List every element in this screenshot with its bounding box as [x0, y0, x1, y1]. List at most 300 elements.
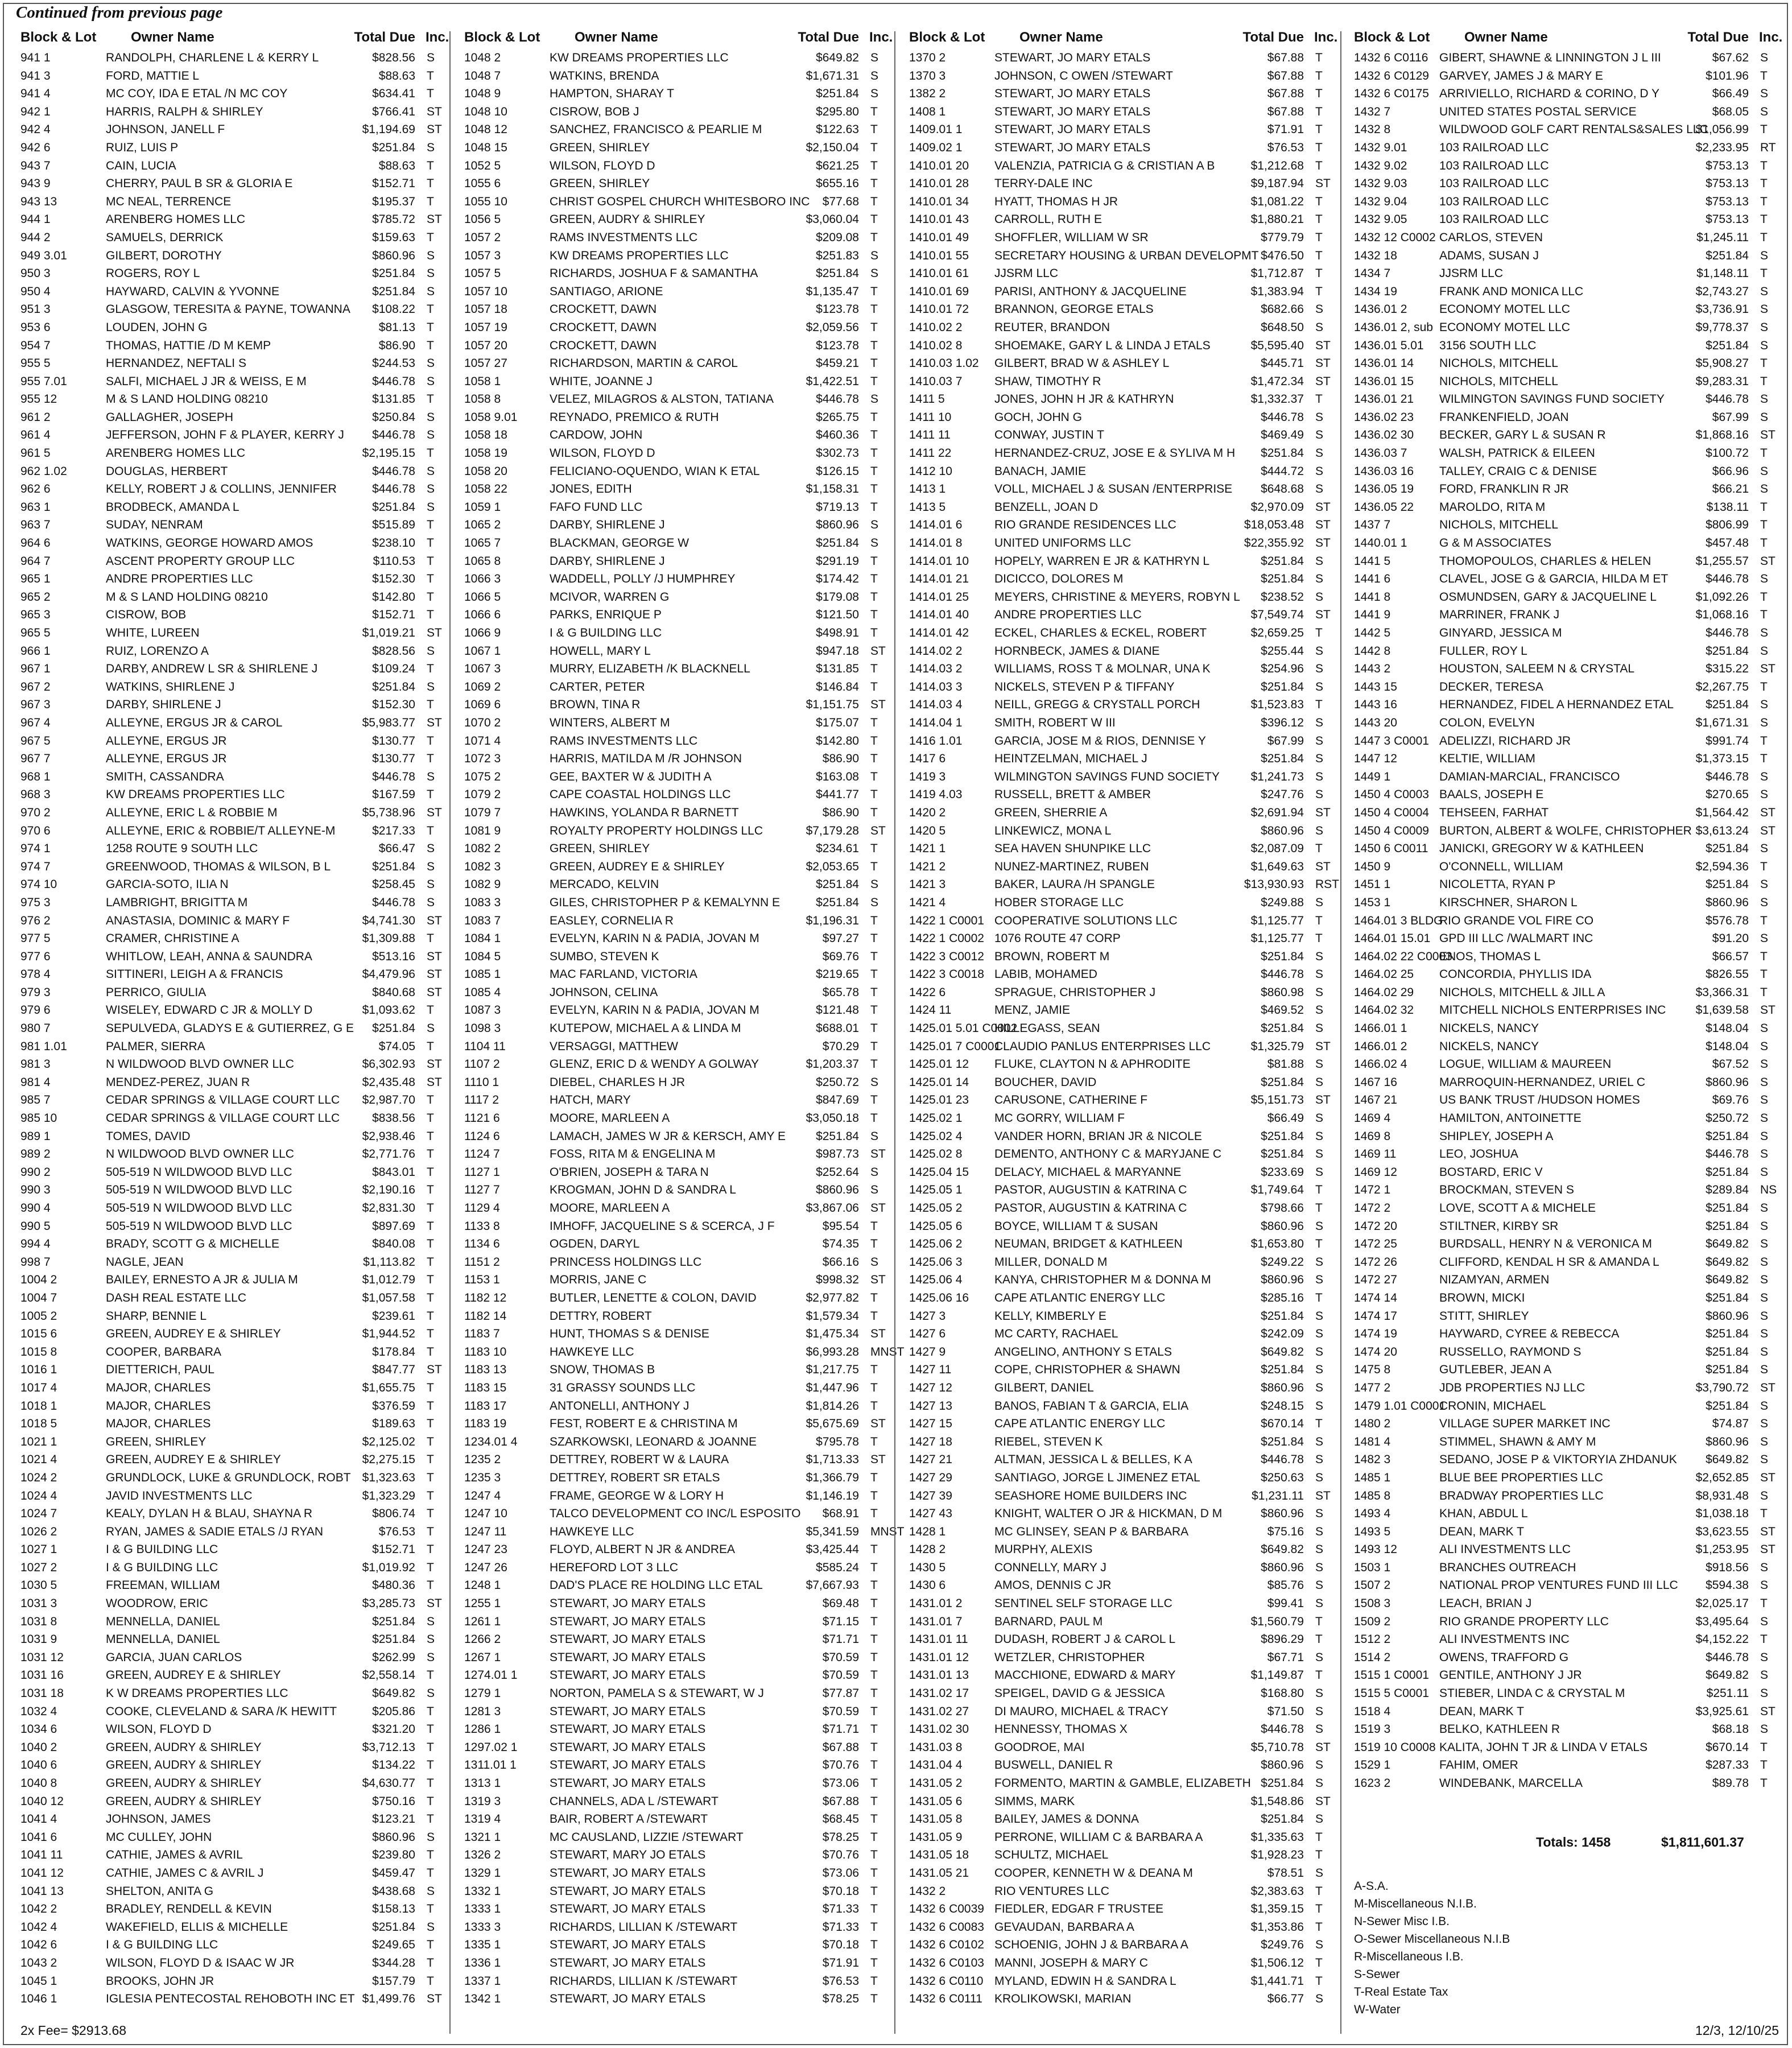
- total-due-cell: $947.18: [816, 644, 859, 658]
- total-due-cell: $251.84: [1706, 1291, 1749, 1304]
- block-lot-cell: 1333 3: [464, 1920, 501, 1934]
- owner-name-cell: NATIONAL PROP VENTURES FUND III LLC: [1439, 1579, 1678, 1592]
- legend-item: N-Sewer Misc I.B.: [1354, 1915, 1450, 1928]
- block-lot-cell: 1442 8: [1354, 644, 1391, 658]
- table-row: [1351, 319, 1783, 337]
- inc-code-cell: T: [1760, 1777, 1768, 1790]
- block-lot-cell: 1234.01 4: [464, 1435, 518, 1448]
- total-due-cell: $1,135.47: [806, 284, 859, 298]
- block-lot-cell: 970 6: [20, 824, 51, 837]
- table-row: [461, 300, 893, 319]
- owner-name-cell: RAMS INVESTMENTS LLC: [550, 734, 698, 748]
- block-lot-cell: 1027 1: [20, 1543, 57, 1556]
- table-row: [461, 354, 893, 373]
- table-row: [17, 1055, 449, 1073]
- block-lot-cell: 976 2: [20, 914, 51, 927]
- total-due-cell: $446.78: [1261, 1453, 1304, 1467]
- owner-name-cell: MURPHY, ALEXIS: [994, 1543, 1093, 1556]
- inc-code-cell: S: [1315, 1273, 1324, 1287]
- block-lot-cell: 1027 2: [20, 1560, 57, 1574]
- owner-name-cell: HAMILTON, ANTOINETTE: [1439, 1112, 1582, 1125]
- block-lot-cell: 1414.03 4: [909, 698, 963, 712]
- total-due-cell: $67.88: [822, 1740, 859, 1754]
- total-due-cell: $251.84: [1261, 554, 1304, 568]
- block-lot-cell: 1432 6 C0083: [909, 1920, 984, 1934]
- block-lot-cell: 1432 9.04: [1354, 195, 1407, 208]
- owner-name-cell: HOPELY, WARREN E JR & KATHRYN L: [994, 554, 1210, 568]
- total-due-cell: $251.84: [1706, 249, 1749, 262]
- total-due-cell: $70.59: [822, 1669, 859, 1682]
- inc-code-cell: T: [1760, 357, 1768, 370]
- owner-name-cell: GRUNDLOCK, LUKE & GRUNDLOCK, ROBT: [106, 1471, 351, 1484]
- block-lot-cell: 1052 5: [464, 159, 501, 172]
- owner-name-cell: MCIVOR, WARREN G: [550, 590, 670, 604]
- column-divider: [449, 31, 451, 2034]
- owner-name-cell: JOHNSON, JAMES: [106, 1812, 211, 1826]
- table-row: [906, 1271, 1338, 1289]
- inc-code-cell: T: [1760, 1758, 1768, 1772]
- table-row: [17, 1793, 449, 1811]
- total-due-cell: $244.53: [372, 357, 415, 370]
- block-lot-cell: 1431.01 2: [909, 1597, 963, 1611]
- block-lot-cell: 1436.03 7: [1354, 447, 1407, 460]
- block-lot-cell: 1065 7: [464, 536, 501, 550]
- block-lot-cell: 1443 20: [1354, 716, 1397, 729]
- block-lot-cell: 1370 3: [909, 69, 946, 82]
- block-lot-cell: 1450 6 C0011: [1354, 842, 1428, 856]
- table-row: [906, 444, 1338, 463]
- table-row: [461, 1361, 893, 1379]
- table-row: [17, 1038, 449, 1056]
- total-due-cell: $1,148.11: [1696, 267, 1749, 280]
- total-due-cell: $446.78: [1706, 1650, 1749, 1664]
- total-due-cell: $446.78: [1706, 572, 1749, 586]
- inc-code-cell: S: [1315, 1129, 1324, 1143]
- table-row: [17, 1469, 449, 1487]
- inc-code-cell: T: [870, 374, 878, 388]
- inc-code-cell: T: [427, 1489, 434, 1502]
- inc-code-cell: T: [1760, 985, 1768, 999]
- total-due-cell: $1,560.79: [1250, 1615, 1304, 1628]
- block-lot-cell: 1431.01 13: [909, 1669, 969, 1682]
- owner-name-cell: KIRSCHNER, SHARON L: [1439, 895, 1578, 909]
- block-lot-cell: 1427 15: [909, 1417, 952, 1431]
- total-due-cell: $460.36: [816, 428, 859, 442]
- table-row: [906, 786, 1338, 804]
- block-lot-cell: 1321 1: [464, 1830, 501, 1844]
- total-due-cell: $239.61: [372, 1309, 415, 1323]
- block-lot-cell: 980 7: [20, 1022, 51, 1035]
- block-lot-cell: 965 2: [20, 590, 51, 604]
- owner-name-cell: ANGELINO, ANTHONY S ETALS: [994, 1345, 1172, 1359]
- table-row: [461, 390, 893, 408]
- table-row: [1351, 463, 1783, 481]
- total-due-cell: $1,671.31: [1695, 716, 1749, 729]
- total-due-cell: $71.91: [1267, 123, 1304, 137]
- owner-name-cell: STEWART, JO MARY ETALS: [550, 1938, 706, 1952]
- block-lot-cell: 1335 1: [464, 1938, 501, 1952]
- table-row: [17, 1541, 449, 1559]
- column-header: [906, 30, 1338, 49]
- owner-name-cell: KUTEPOW, MICHAEL A & LINDA M: [550, 1022, 741, 1035]
- inc-code-cell: S: [427, 680, 435, 693]
- inc-code-cell: ST: [870, 824, 886, 837]
- total-due-cell: $251.84: [816, 1129, 859, 1143]
- owner-name-cell: THOMAS, HATTIE /D M KEMP: [106, 338, 271, 352]
- owner-name-cell: MC COY, IDA E ETAL /N MC COY: [106, 87, 288, 101]
- inc-code-cell: T: [427, 320, 434, 334]
- block-lot-cell: 1274.01 1: [464, 1669, 518, 1682]
- block-lot-cell: 994 4: [20, 1237, 51, 1251]
- block-lot-cell: 1432 18: [1354, 249, 1397, 262]
- table-row: [906, 1001, 1338, 1019]
- owner-name-cell: I & G BUILDING LLC: [550, 626, 662, 639]
- table-row: [1351, 1541, 1783, 1559]
- owner-name-cell: I & G BUILDING LLC: [106, 1560, 218, 1574]
- block-lot-cell: 967 7: [20, 752, 51, 766]
- owner-name-cell: NEUMAN, BRIDGET & KATHLEEN: [994, 1237, 1183, 1251]
- table-row: [1351, 1091, 1783, 1109]
- block-lot-cell: 1425.02 1: [909, 1112, 963, 1125]
- table-row: [17, 1163, 449, 1182]
- block-lot-cell: 965 3: [20, 608, 51, 622]
- table-row: [461, 660, 893, 678]
- owner-name-cell: OWENS, TRAFFORD G: [1439, 1650, 1569, 1664]
- total-due-cell: $70.59: [822, 1704, 859, 1718]
- owner-name-cell: HAWKEYE LLC: [550, 1525, 634, 1538]
- block-lot-cell: 1255 1: [464, 1597, 501, 1611]
- block-lot-cell: 1041 6: [20, 1830, 57, 1844]
- header-block-lot: Block & Lot: [20, 30, 97, 45]
- table-row: [906, 624, 1338, 642]
- inc-code-cell: T: [1760, 1597, 1768, 1611]
- block-lot-cell: 967 5: [20, 734, 51, 748]
- inc-code-cell: T: [870, 482, 878, 496]
- owner-name-cell: ALLEYNE, ERGUS JR: [106, 752, 227, 766]
- block-lot-cell: 1319 3: [464, 1794, 501, 1808]
- total-due-cell: $446.78: [372, 374, 415, 388]
- inc-code-cell: S: [1315, 1560, 1324, 1574]
- table-row: [1351, 1379, 1783, 1397]
- owner-name-cell: STEWART, JO MARY ETALS: [994, 87, 1151, 101]
- table-row: [906, 822, 1338, 840]
- inc-code-cell: S: [1315, 1650, 1324, 1664]
- list-column-4: [1351, 30, 1783, 1793]
- inc-code-cell: T: [870, 1237, 878, 1251]
- table-row: [17, 283, 449, 301]
- table-row: [906, 229, 1338, 247]
- inc-code-cell: ST: [1760, 1471, 1776, 1484]
- block-lot-cell: 981 3: [20, 1058, 51, 1071]
- owner-name-cell: STILTNER, KIRBY SR: [1439, 1219, 1559, 1233]
- inc-code-cell: T: [870, 1848, 878, 1862]
- legend-item: S-Sewer: [1354, 1968, 1400, 1981]
- table-row: [461, 1774, 893, 1793]
- owner-name-cell: BENZELL, JOAN D: [994, 500, 1099, 514]
- owner-name-cell: SHARP, BENNIE L: [106, 1309, 207, 1323]
- total-due-cell: $649.82: [372, 1687, 415, 1700]
- block-lot-cell: 962 1.02: [20, 464, 67, 478]
- block-lot-cell: 1464.02 32: [1354, 1004, 1414, 1017]
- total-due-cell: $688.01: [816, 1022, 859, 1035]
- inc-code-cell: ST: [1315, 1489, 1331, 1502]
- block-lot-cell: 1333 1: [464, 1902, 501, 1916]
- owner-name-cell: RUSSELLO, RAYMOND S: [1439, 1345, 1582, 1359]
- owner-name-cell: GREEN, SHIRLEY: [106, 1435, 207, 1448]
- total-due-cell: $446.78: [372, 464, 415, 478]
- total-due-cell: $918.56: [1706, 1560, 1749, 1574]
- owner-name-cell: BAIR, ROBERT A /STEWART: [550, 1812, 708, 1826]
- owner-name-cell: STEWART, JO MARY ETALS: [550, 1704, 706, 1718]
- owner-name-cell: BRADWAY PROPERTIES LLC: [1439, 1489, 1604, 1502]
- total-due-cell: $649.82: [1261, 1543, 1304, 1556]
- total-due-cell: $71.50: [1267, 1704, 1304, 1718]
- owner-name-cell: TALLEY, CRAIG C & DENISE: [1439, 464, 1597, 478]
- block-lot-cell: 1041 12: [20, 1866, 64, 1880]
- owner-name-cell: KW DREAMS PROPERTIES LLC: [550, 249, 729, 262]
- owner-name-cell: CAIN, LUCIA: [106, 159, 176, 172]
- total-due-cell: $446.78: [372, 895, 415, 909]
- block-lot-cell: 1117 2: [464, 1093, 499, 1107]
- block-lot-cell: 974 1: [20, 842, 51, 856]
- block-lot-cell: 955 7.01: [20, 374, 67, 388]
- block-lot-cell: 1464.02 22 C0003: [1354, 949, 1452, 963]
- total-due-cell: $168.80: [1261, 1687, 1304, 1700]
- owner-name-cell: 31 GRASSY SOUNDS LLC: [550, 1381, 696, 1394]
- total-due-cell: $238.52: [1261, 590, 1304, 604]
- inc-code-cell: S: [1315, 1723, 1324, 1736]
- table-row: [17, 444, 449, 463]
- owner-name-cell: ARENBERG HOMES LLC: [106, 213, 246, 226]
- table-row: [906, 552, 1338, 571]
- block-lot-cell: 1279 1: [464, 1687, 501, 1700]
- table-row: [17, 1649, 449, 1667]
- table-row: [1351, 1307, 1783, 1326]
- owner-name-cell: 1076 ROUTE 47 CORP: [994, 932, 1121, 945]
- owner-name-cell: ARENBERG HOMES LLC: [106, 447, 246, 460]
- table-row: [17, 1900, 449, 1918]
- table-row: [1351, 912, 1783, 930]
- owner-name-cell: VANDER HORN, BRIAN JR & NICOLE: [994, 1129, 1202, 1143]
- total-due-cell: $2,831.30: [362, 1201, 415, 1215]
- total-due-cell: $897.69: [372, 1219, 415, 1233]
- owner-name-cell: JOHNSON, CELINA: [550, 985, 658, 999]
- table-row: [1351, 984, 1783, 1002]
- block-lot-cell: 1425.06 2: [909, 1237, 963, 1251]
- block-lot-cell: 1411 11: [909, 428, 951, 442]
- table-row: [1351, 1739, 1783, 1757]
- owner-name-cell: 3156 SOUTH LLC: [1439, 338, 1537, 352]
- block-lot-cell: 1414.01 21: [909, 572, 969, 586]
- inc-code-cell: T: [870, 1507, 878, 1521]
- inc-code-cell: S: [1760, 1399, 1769, 1413]
- owner-name-cell: FIEDLER, EDGAR F TRUSTEE: [994, 1902, 1164, 1916]
- header-owner: Owner Name: [575, 30, 658, 45]
- owner-name-cell: MORRIS, JANE C: [550, 1273, 647, 1287]
- inc-code-cell: ST: [870, 1147, 886, 1161]
- total-due-cell: $175.07: [816, 716, 859, 729]
- inc-code-cell: T: [427, 1291, 434, 1304]
- block-lot-cell: 1466.01 2: [1354, 1039, 1407, 1053]
- owner-name-cell: WILSON, FLOYD D: [106, 1723, 212, 1736]
- owner-name-cell: MEYERS, CHRISTINE & MEYERS, ROBYN L: [994, 590, 1240, 604]
- inc-code-cell: T: [427, 447, 434, 460]
- table-row: [17, 858, 449, 876]
- table-row: [1351, 1145, 1783, 1163]
- total-due-cell: $251.84: [1261, 1147, 1304, 1161]
- total-due-cell: $95.54: [822, 1219, 859, 1233]
- table-row: [906, 948, 1338, 966]
- table-row: [17, 1595, 449, 1613]
- table-row: [1351, 1433, 1783, 1451]
- block-lot-cell: 968 1: [20, 770, 51, 783]
- table-row: [906, 768, 1338, 786]
- table-row: [17, 1091, 449, 1109]
- block-lot-cell: 1436.01 14: [1354, 357, 1414, 370]
- total-due-cell: $987.73: [816, 1147, 859, 1161]
- total-due-cell: $1,149.87: [1250, 1669, 1304, 1682]
- table-row: [1351, 354, 1783, 373]
- inc-code-cell: T: [870, 716, 878, 729]
- owner-name-cell: GOCH, JOHN G: [994, 410, 1083, 424]
- owner-name-cell: GPD III LLC /WALMART INC: [1439, 932, 1593, 945]
- total-due-cell: $71.71: [822, 1633, 859, 1646]
- table-row: [17, 390, 449, 408]
- table-row: [461, 696, 893, 714]
- owner-name-cell: FREEMAN, WILLIAM: [106, 1579, 220, 1592]
- table-row: [1351, 1109, 1783, 1128]
- inc-code-cell: S: [1315, 1777, 1324, 1790]
- inc-code-cell: ST: [1760, 554, 1776, 568]
- owner-name-cell: FELICIANO-OQUENDO, WIAN K ETAL: [550, 464, 760, 478]
- block-lot-cell: 1436.01 15: [1354, 374, 1414, 388]
- total-due-cell: $251.84: [372, 267, 415, 280]
- owner-name-cell: SALFI, MICHAEL J JR & WEISS, E M: [106, 374, 307, 388]
- total-due-cell: $798.66: [1261, 1201, 1304, 1215]
- owner-name-cell: NICKELS, NANCY: [1439, 1039, 1539, 1053]
- owner-name-cell: KEALY, DYLAN H & BLAU, SHAYNA R: [106, 1507, 312, 1521]
- table-row: [1351, 516, 1783, 534]
- total-due-cell: $134.22: [372, 1758, 415, 1772]
- owner-name-cell: GREEN, SHIRLEY: [550, 177, 650, 191]
- table-row: [17, 463, 449, 481]
- total-due-cell: $70.18: [822, 1938, 859, 1952]
- total-due-cell: $123.78: [816, 338, 859, 352]
- block-lot-cell: 1015 6: [20, 1327, 57, 1341]
- table-row: [906, 1576, 1338, 1595]
- owner-name-cell: ROGERS, ROY L: [106, 267, 200, 280]
- inc-code-cell: S: [870, 1183, 879, 1197]
- total-due-cell: $446.78: [1706, 1147, 1749, 1161]
- table-row: [461, 984, 893, 1002]
- total-due-cell: $860.96: [1706, 1435, 1749, 1448]
- block-lot-cell: 975 3: [20, 895, 51, 909]
- total-due-cell: $670.14: [1706, 1740, 1749, 1754]
- table-row: [1351, 426, 1783, 444]
- inc-code-cell: S: [1315, 482, 1324, 496]
- block-lot-cell: 1084 5: [464, 949, 501, 963]
- inc-code-cell: S: [1315, 1866, 1324, 1880]
- inc-code-cell: S: [870, 393, 879, 406]
- block-lot-cell: 1048 10: [464, 105, 507, 118]
- table-row: [461, 1703, 893, 1721]
- header-total: Total Due: [1242, 30, 1304, 45]
- inc-code-cell: S: [427, 428, 435, 442]
- owner-name-cell: JEFFERSON, JOHN F & PLAYER, KERRY J: [106, 428, 344, 442]
- block-lot-cell: 1414.04 1: [909, 716, 963, 729]
- table-row: [461, 1091, 893, 1109]
- owner-name-cell: BURDSALL, HENRY N & VERONICA M: [1439, 1237, 1652, 1251]
- total-due-cell: $302.73: [816, 447, 859, 460]
- block-lot-cell: 1247 4: [464, 1489, 501, 1502]
- inc-code-cell: ST: [427, 949, 442, 963]
- owner-name-cell: BECKER, GARY L & SUSAN R: [1439, 428, 1606, 442]
- total-due-cell: $152.71: [372, 608, 415, 622]
- owner-name-cell: COOPER, BARBARA: [106, 1345, 222, 1359]
- block-lot-cell: 1048 15: [464, 141, 507, 154]
- total-due-cell: $785.72: [372, 213, 415, 226]
- table-row: [461, 283, 893, 301]
- table-row: [906, 696, 1338, 714]
- inc-code-cell: T: [1760, 752, 1768, 766]
- inc-code-cell: ST: [427, 213, 442, 226]
- inc-code-cell: S: [1760, 1075, 1769, 1089]
- table-row: [906, 516, 1338, 534]
- block-lot-cell: 1427 29: [909, 1471, 952, 1484]
- owner-name-cell: NEILL, GREGG & CRYSTALL PORCH: [994, 698, 1200, 712]
- block-lot-cell: 1431.01 12: [909, 1650, 969, 1664]
- totals-label: Totals: 1458: [1536, 1835, 1611, 1849]
- owner-name-cell: MC NEAL, TERRENCE: [106, 195, 232, 208]
- block-lot-cell: 1410.03 1.02: [909, 357, 979, 370]
- table-row: [906, 1109, 1338, 1128]
- owner-name-cell: CARDOW, JOHN: [550, 428, 643, 442]
- total-due-cell: $1,422.51: [806, 374, 859, 388]
- block-lot-cell: 1410.01 72: [909, 303, 969, 316]
- total-due-cell: $1,325.79: [1250, 1039, 1304, 1053]
- total-due-cell: $860.96: [1261, 1273, 1304, 1287]
- owner-name-cell: CISROW, BOB J: [550, 105, 639, 118]
- block-lot-cell: 1031 16: [20, 1669, 64, 1682]
- table-row: [1351, 85, 1783, 103]
- total-due-cell: $76.53: [822, 1974, 859, 1988]
- inc-code-cell: T: [1315, 1183, 1323, 1197]
- owner-name-cell: CLAVEL, JOSE G & GARCIA, HILDA M ET: [1439, 572, 1669, 586]
- table-row: [17, 642, 449, 660]
- table-row: [1351, 1559, 1783, 1577]
- block-lot-cell: 1410.01 55: [909, 249, 969, 262]
- rows: [906, 49, 1338, 2008]
- block-lot-cell: 1040 6: [20, 1758, 57, 1772]
- inc-code-cell: S: [1760, 1273, 1769, 1287]
- table-row: [906, 1397, 1338, 1415]
- inc-code-cell: T: [1315, 1830, 1323, 1844]
- table-row: [461, 912, 893, 930]
- table-row: [17, 894, 449, 912]
- block-lot-cell: 1623 2: [1354, 1777, 1391, 1790]
- block-lot-cell: 1475 8: [1354, 1363, 1391, 1377]
- total-due-cell: $621.25: [816, 159, 859, 172]
- block-lot-cell: 1410.01 34: [909, 195, 969, 208]
- owner-name-cell: STEWART, JO MARY ETALS: [550, 1597, 706, 1611]
- table-row: [1351, 588, 1783, 606]
- inc-code-cell: T: [1315, 159, 1323, 172]
- owner-name-cell: SEA HAVEN SHUNPIKE LLC: [994, 842, 1151, 856]
- total-due-cell: $178.84: [372, 1345, 415, 1359]
- inc-code-cell: S: [427, 464, 435, 478]
- block-lot-cell: 949 3.01: [20, 249, 67, 262]
- total-due-cell: $217.33: [372, 824, 415, 837]
